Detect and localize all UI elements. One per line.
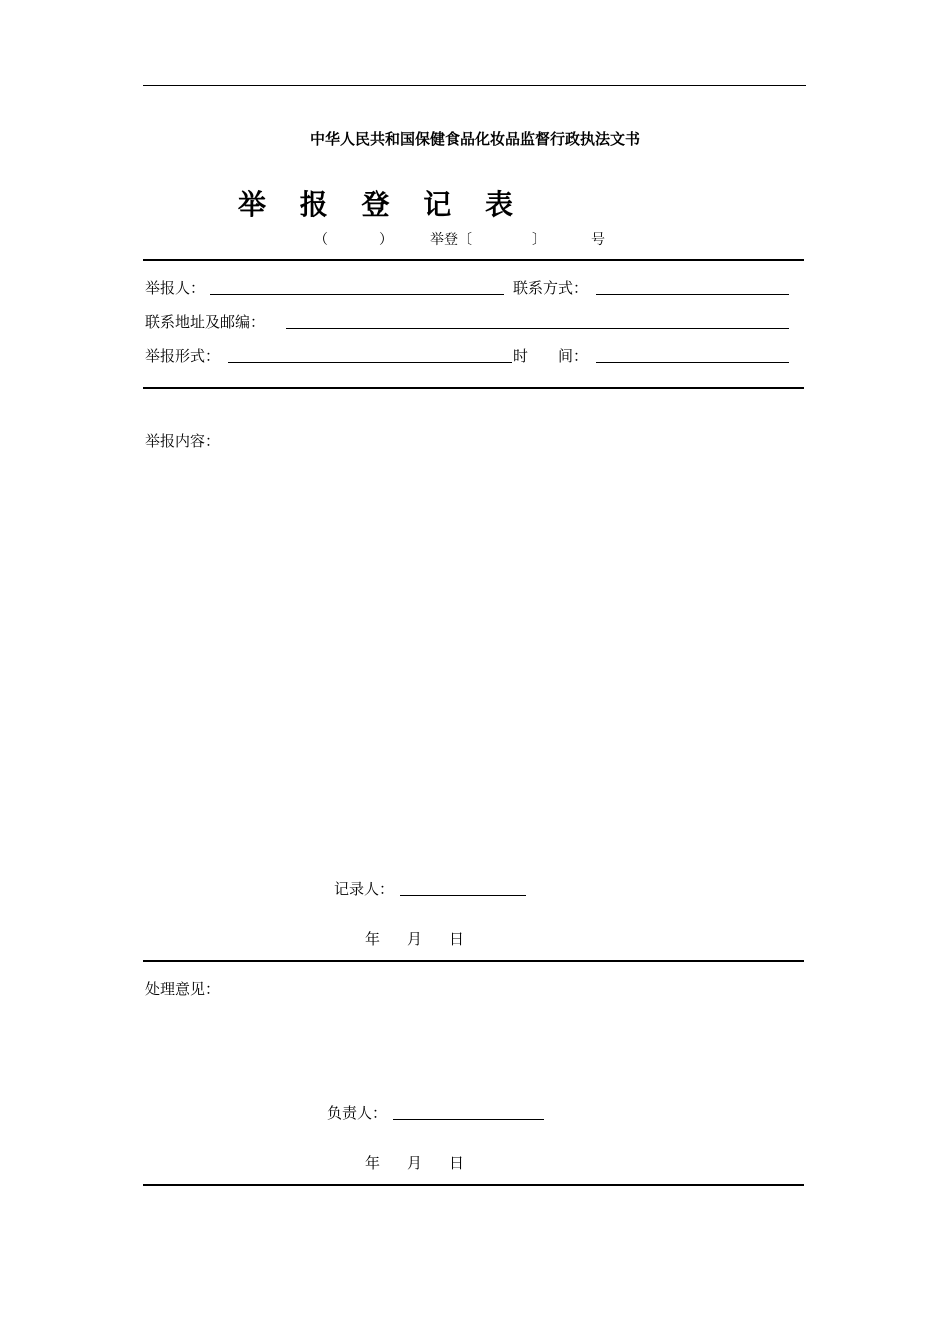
- bottom-rule: [143, 1184, 804, 1186]
- number-suffix: 号: [591, 232, 605, 248]
- address-label: 联系地址及邮编：: [145, 313, 266, 331]
- number-close-bracket: 〕: [532, 232, 546, 248]
- recorder-year: 年: [365, 930, 381, 948]
- handling-opinion-area[interactable]: [143, 1003, 804, 1093]
- report-content-label: 举报内容：: [145, 432, 221, 450]
- contact-label: 联系方式：: [513, 279, 589, 297]
- time-field[interactable]: [596, 362, 789, 363]
- recorder-day: 日: [449, 930, 465, 948]
- reporter-field[interactable]: [210, 294, 504, 295]
- report-content-area[interactable]: [143, 455, 804, 865]
- form-title: 举 报 登 记 表: [238, 188, 525, 221]
- responsible-field[interactable]: [393, 1119, 544, 1120]
- time-label: 时 间：: [513, 347, 589, 365]
- contact-field[interactable]: [596, 294, 789, 295]
- top-rule: [143, 85, 806, 86]
- fields-bottom-rule: [143, 387, 804, 389]
- responsible-month: 月: [407, 1154, 423, 1172]
- content-bottom-rule: [143, 960, 804, 962]
- number-prefix: 举登〔: [430, 232, 472, 248]
- responsible-day: 日: [449, 1154, 465, 1172]
- number-open-paren: （: [314, 232, 328, 248]
- report-form-field[interactable]: [228, 362, 512, 363]
- authority-header: 中华人民共和国保健食品化妆品监督行政执法文书: [309, 130, 640, 148]
- address-field[interactable]: [286, 328, 789, 329]
- recorder-field[interactable]: [400, 895, 526, 896]
- report-form-label: 举报形式：: [145, 347, 221, 365]
- responsible-year: 年: [365, 1154, 381, 1172]
- reporter-label: 举报人：: [145, 279, 206, 297]
- handling-opinion-label: 处理意见：: [145, 980, 221, 998]
- recorder-month: 月: [407, 930, 423, 948]
- fields-top-rule: [143, 259, 804, 261]
- responsible-label: 负责人：: [327, 1104, 388, 1122]
- recorder-label: 记录人：: [334, 880, 395, 898]
- number-close-paren: ）: [379, 232, 393, 248]
